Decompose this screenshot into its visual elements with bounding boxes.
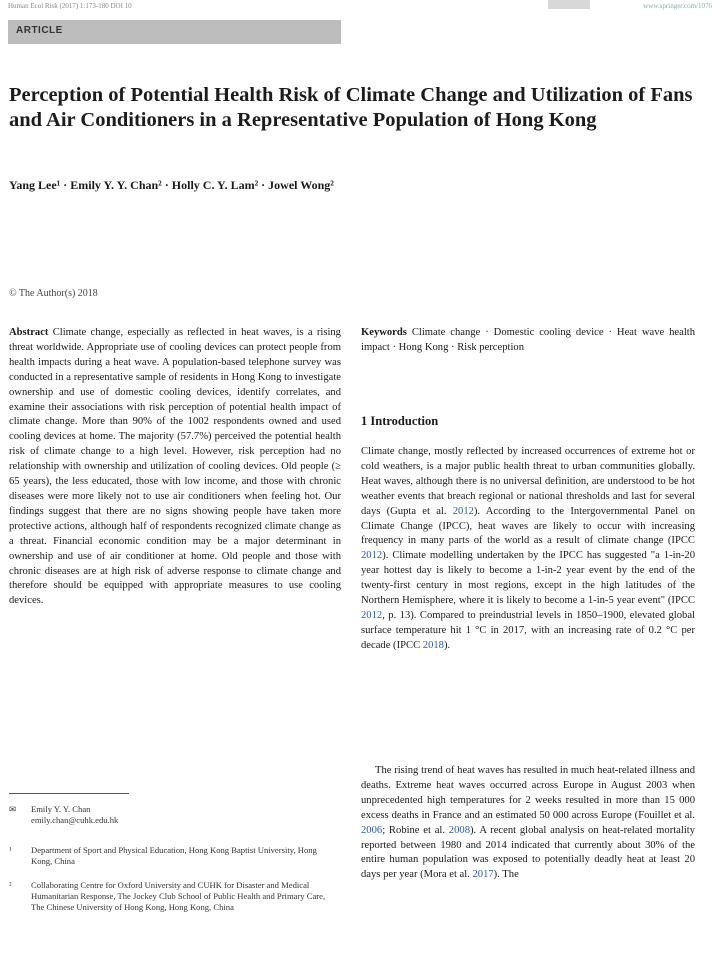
corresponding-author-email[interactable]: emily.chan@cuhk.edu.hk: [31, 815, 119, 825]
journal-line: Human Ecol Risk (2017) 1:173-180 DOI 10: [8, 2, 132, 10]
footnote-mark: ¹: [9, 845, 12, 855]
footnote-divider: [9, 793, 129, 794]
keywords-text: Climate change · Domestic cooling device · Heat wave health impact · Hong Kong · Risk perception: [361, 327, 696, 353]
intro-text: ). The: [493, 869, 519, 881]
intro-text: , p. 13). Compared to preindustrial levels in 1850–1900, elevated global surface temperature hit 1 °C in 2017, with an increasing rate of 0.2 °C per decade (IPCC: [361, 609, 695, 651]
section-heading-introduction: 1 Introduction: [361, 414, 439, 428]
intro-text: ).: [443, 639, 451, 651]
intro-text: ; Robine et al.: [382, 824, 449, 836]
intro-text: Climate change, mostly reflected by increased occurrences of extreme hot or cold weathers, is a major public health threat to urban communities globally. Heat waves, although there is no universal definition, are understood to be hot weather events that breach regional or national thresholds and last for several days (Gupta et al.: [361, 446, 695, 517]
copyright-notice: © The Author(s) 2018: [9, 288, 98, 299]
envelope-icon: ✉: [9, 804, 17, 814]
intro-text: ). According to the Intergovernmental Panel on Climate Change (IPCC), heat waves are likely to occur with increasing frequency in many parts of the world as a result of climate change (IPCC: [361, 505, 695, 547]
footnote-affiliation-1: [9, 845, 339, 867]
citation-link[interactable]: 2012: [361, 609, 383, 621]
citation-link[interactable]: 2006: [361, 824, 383, 836]
keywords: [361, 326, 695, 356]
affiliation-text: Collaborating Centre for Oxford University and CUHK for Disaster and Medical Humanitarian Response, The Jockey Club School of Public Health and Primary Care, The Chinese University of Hong Kong, Hong Kong, China: [31, 880, 326, 912]
abstract-text: Climate change, especially as reflected in heat waves, is a rising threat worldwide. Appropriate use of cooling devices can protect people from health impacts during a heat wave. A population-based telephone survey was conducted in a representative sample of residents in Hong Kong to investigate ownership and use of domestic cooling devices, identify correlates, and examine their associations with risk perception of potential health impact of climate change. More than 90% of the 1002 respondents owned and used cooling devices at home. The majority (57.7%) perceived the potential health risk of climate change to a high level. However, risk perception had no relationship with ownership and utilization of cooling devices. Old people (≥ 65 years), the less educated, those with low income, and those with chronic diseases were more likely not to use air conditioners when feeling hot. Our findings suggest that there are no signs showing people have taken more protective actions, although half of respondents recognized climate change as a threat. Financial economic condition may be a major determinant in ownership and use of air conditioner at home. Old people and those with chronic diseases are at high risk of adverse response to climate change and therefore should be equipped with appropriate measures to use cooling devices.: [9, 327, 341, 607]
intro-paragraph-2: [361, 764, 695, 883]
citation-link[interactable]: 2017: [472, 869, 494, 881]
paper-title: Perception of Potential Health Risk of Climate Change and Utilization of Fans and Air Conditioners in a Representative Population of Hong Kong: [9, 84, 693, 131]
keywords-label: Keywords: [361, 327, 407, 338]
footnote-corresponding-author: [9, 804, 339, 826]
intro-paragraph-1: [361, 445, 695, 654]
citation-link[interactable]: 2018: [422, 639, 444, 651]
footnote-affiliation-2: [9, 880, 339, 913]
footnote-mark: ²: [9, 880, 12, 890]
citation-link[interactable]: 2008: [448, 824, 470, 836]
abstract-label: Abstract: [9, 327, 49, 338]
article-type-label: ARTICLE: [16, 25, 63, 36]
abstract: [9, 326, 341, 609]
citation-link[interactable]: 2012: [452, 505, 474, 517]
journal-link[interactable]: www.springer.com/1076: [643, 2, 712, 10]
citation-link[interactable]: 2012: [361, 550, 383, 562]
affiliation-text: Department of Sport and Physical Education, Hong Kong Baptist University, Hong Kong, China: [31, 845, 317, 866]
article-type-bar: [8, 20, 341, 44]
intro-text: ). Climate modelling undertaken by the IPCC has suggested "a 1-in-20 year hottest day is likely to become a 1-in-2 year event by the end of the twenty-first century in most regions, except in the high latitudes of the Northern Hemisphere, where it is likely to become a 1-in-5 year event" (IPCC: [361, 550, 695, 607]
corresponding-author-name: Emily Y. Y. Chan: [31, 804, 91, 814]
intro-text: ). A recent global analysis on heat-related mortality reported between 1980 and 2014 indicated that currently about 30% of the entire human population was exposed to potentially deadly heat at least 20 days per year (Mora et al.: [361, 824, 695, 881]
intro-text: The rising trend of heat waves has resulted in much heat-related illness and deaths. Extreme heat waves occurred across Europe in August 2003 when unprecedented high temperatures for 2 weeks resulted in more than 15 000 excess deaths in France and an estimated 50 000 across Europe (Fouillet et al.: [361, 765, 695, 821]
running-header: [8, 0, 712, 16]
author-list: Yang Lee¹ · Emily Y. Y. Chan² · Holly C. Y. Lam² · Jowel Wong²: [9, 178, 334, 192]
header-badge: [548, 0, 590, 9]
